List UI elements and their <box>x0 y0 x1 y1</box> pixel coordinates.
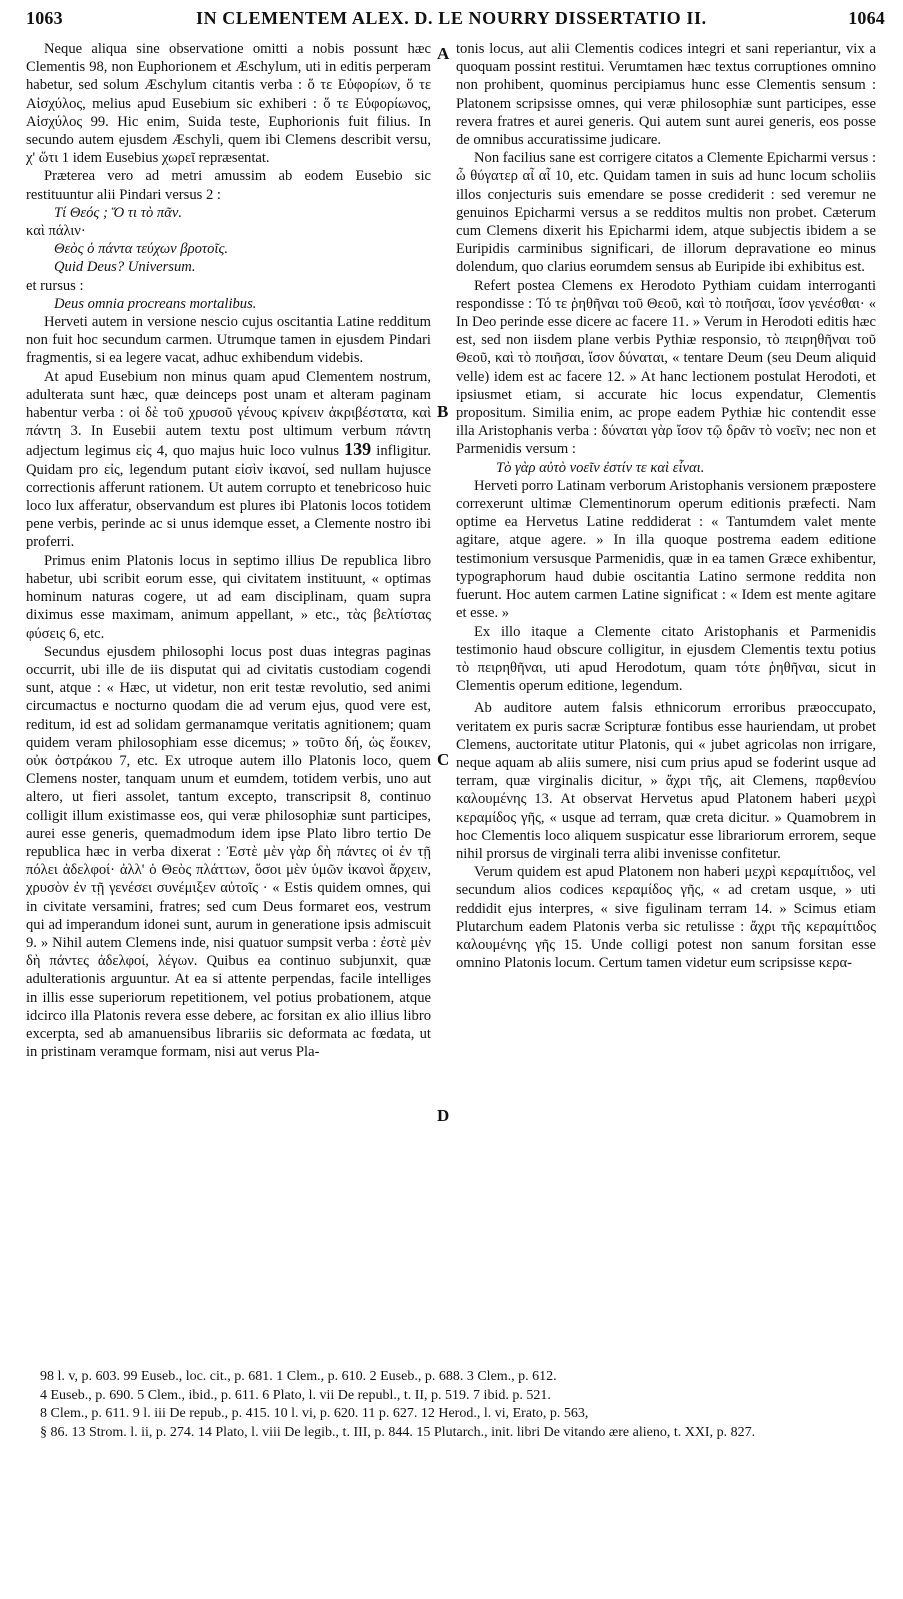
paragraph: Secundus ejusdem philosophi locus post duas integras paginas occurrit, ubi ille de iis disputat qui ad civitatis custodiam cogendi sunt, atque : « Hæc, ut videtur, non erit testæ revolutio, sed animi circumactus e nocturno quodam die ad verum ejus, quod vere est, reditum, id est ad solidam germanamque veritatis agnitionem; quam quidem veram philosophiam esse dicemus; » τοῦτο δή, ὡς ἔοικεν, οὐκ ὀστράκου 7, etc. Ex utroque autem illo Platonis loco, quem Clemens noster, tanquam unum et eumdem, totidem verbis, uno aut altero, ut fieri assolet, tantum excepto, transcripsit 8, continuo colligit illum existimasse eos, qui veræ philosophiæ sunt participes, aurei esse generis, quemadmodum idem ipse Plato libro tertio De republica hæc in verba dixerat : Ἐστὲ μὲν γὰρ δὴ πάντες οἱ ἐν τῇ πόλει ἀδελφοί· ἀλλ' ὁ Θεὸς πλάττων, ὅσοι μὲν ὑμῶν ἱκανοὶ ἄρχειν, χρυσὸν ἐν τῇ γενέσει συνέμιξεν αὐτοῖς · « Estis quidem omnes, qui in civitate versamini, fratres; sed cum Deus formaret eos, vestrum qui ad imperandum idonei sunt, aurum in generatione ipsis admiscuit 9. » Nihil autem Clemens inde, nisi quatuor sumpsit verba : ἐστὲ μὲν δὴ πάντες ἀδελφοί, λέγων. Quibus ea continuo subjunxit, quæ adulterationis arguuntur. At ea si attente perpendas, facile intelliges in illis esse superiorum repetitionem, vel potius probationem, atque idcirco illa Platonis revera esse debere, ac forsitan ex alio illius libro excerpta, sed ab amanuensibus librariis sic deformata ac fœdata, ut in pristinam veramque formam, nisi aut verus Pla- <box>26 643 431 1061</box>
footnote-line: 4 Euseb., p. 690. 5 Clem., ibid., p. 611. 6 Plato, l. vii De republ., t. II, p. 519. 7 ibid. p. 521. <box>40 1387 551 1403</box>
footnote-line: § 86. 13 Strom. l. ii, p. 274. 14 Plato, l. viii De legib., t. III, p. 844. 15 Plutarch., init. libri De vitando ære alieno, t. XXI, p. 827. <box>40 1424 756 1440</box>
paragraph: Ex illo itaque a Clemente citato Aristophanis et Parmenidis testimonio haud obscure colligitur, in ejusdem Clementis textu potius τὸ πειρηθῆναι, uti apud Herodotum, quam τότε ῥηθῆναι, sicut in Clementis operum editione, legendum. <box>456 623 876 695</box>
paragraph: Herveti porro Latinam verborum Aristophanis versionem præpostere correxerunt ultimæ Clementinorum operum editionis præfecti. Nam optime ea Hervetus Latine reddiderat : « Tantumdem valet mente agitare, atque agere. » In illa quoque postrema eadem editione testimonium versusque Parmenidis, quæ in ea tamen Græce exhibentur, typographorum haud dubie oscitantia Latino sermone reddita non fuerunt. Hoc autem carmen Latine significat : « Idem est mente agitare et esse. » <box>456 477 876 622</box>
running-title: IN CLEMENTEM ALEX. D. LE NOURRY DISSERTATIO II. <box>196 8 707 28</box>
verse-connector: et rursus : <box>26 277 84 294</box>
paragraph: Verum quidem est apud Platonem non haberi μεχρὶ κεραμίτιδος, vel secundum alios codices κεραμίδος γῆς, « ad cretam usque, » uti reddidit ejus interpres, « sive figulinam terram 14. » Scimus etiam Plutarchum eadem Platonis verba sic retulisse : ἄχρι τῆς κεραμίτιδος καλουμένης γῆς 15. Unde colligi potest non sanum forsitan esse omnino Platonis locum. Certum tamen videtur eum scripsisse κερα- <box>456 864 876 972</box>
paragraph: Herveti autem in versione nescio cujus oscitantia Latine redditum non fuit hoc secundum carmen. Utrumque tamen in ejusdem Pindari fragmentis, si ea legere vacat, adhuc exhibendum videbis. <box>26 314 431 367</box>
running-header <box>26 8 885 34</box>
paragraph-part: infligitur. Quidam pro εἰς, legendum putant εἰσὶν ἱκανοί, sed nullam hujusce correctionis afferunt rationem. Ut autem corrupto et tenebricoso huic loco lux afferatur, observandum est plures ibi Platonis locos totidem pene verbis, perinde ac si unus idemque esset, a Clemente nostro ibi proferri. <box>26 443 431 551</box>
latin-verse: Quid Deus? Universum. <box>54 259 196 276</box>
right-page-number: 1064 <box>848 8 885 28</box>
paragraph: Refert postea Clemens ex Herodoto Pythiam cuidam interroganti respondisse : Τό τε ῥηθῆναι τοῦ Θεοῦ, καὶ τὸ ποιῆσαι, ἴσον γενέσθαι· « In Deo perinde esse dicere ac facere 11. » Verum in Herodoti editis hæc est, sed non iisdem plane verbis Pythiæ responsio, τὸ πειρηθῆναι τοῦ Θεοῦ, καὶ τὸ ποιῆσαι, ἴσον δύναται, « tentare Deum (seu Deum aliquid velle) idem est ac facere 12. » At hanc lectionem postulat Herodoti, et ipsiusmet etiam, si accurate hic locus expendatur, Clementis propositum. Similia enim, ac prope eadem Pythiæ hic contendit esse illa Aristophanis verba : δύναται γὰρ ἴσον τῷ δρᾶν τὸ νοεῖν; nec non et Parmenidis versum : <box>456 277 876 458</box>
latin-verse: Deus omnia procreans mortalibus. <box>54 295 257 312</box>
paragraph: Primus enim Platonis locus in septimo illius De republica libro habetur, ubi scribit eorum esse, qui civitatem instituunt, « optimas hominum naturas cogere, ut ad eam disciplinam, quam supra diximus esse maximam, animum appellant, » etc., τὰς βελτίστας φύσεις 6, etc. <box>26 552 431 642</box>
footnotes <box>26 1368 878 1442</box>
paragraph-part: At apud Eusebium non minus quam apud Clementem nostrum, adulterata sunt hæc, quæ deinceps post unam et alteram paginam habentur verba : οἱ δὲ τοῦ χρυσοῦ γένους κρίνειν ἀκριβέστατα, καὶ πάντη 3. In Eusebii autem textu post ultimum verbum πάντη adjectum legimus εἰς 4, quo majus huic loco vulnus <box>26 368 431 460</box>
footnote-line: 8 Clem., p. 611. 9 l. iii De repub., p. 415. 10 l. vi, p. 620. 11 p. 627. 12 Herod., l. vi, Erato, p. 563, <box>40 1406 589 1421</box>
margin-letter-c: C <box>437 750 450 769</box>
footnote-line: 98 l. v, p. 603. 99 Euseb., loc. cit., p. 681. 1 Clem., p. 610. 2 Euseb., p. 688. 3 Clem., p. 612. <box>40 1369 557 1384</box>
greek-verse: Τὸ γὰρ αὐτὸ νοεῖν ἐστίν τε καὶ εἶναι. <box>496 459 705 476</box>
verse-connector: καὶ πάλιν· <box>26 223 86 240</box>
paragraph: Neque aliqua sine observatione omitti a nobis possunt hæc Clementis 98, non Euphorionem et Æschylum, uti in editis perperam habetur, sed solum Æschylum citantis verba : ὅ τε Εὐφορίων, ὅ τε Αἰσχύλος, melius apud Eusebium sic exhiberi : ὅ τε Εὐφορίωνος, Αἰσχύλος 99. Hic enim, Suida teste, Euphorionis fuit filius. In secundo autem ejusdem Æschyli, quem ibi Clemens describit versu, χ' ὥτι 1 idem Eusebius χωρεῖ repræsentat. <box>26 41 431 167</box>
left-column <box>26 40 431 1061</box>
paragraph: tonis locus, aut alii Clementis codices integri et sani reperiantur, vix a quoquam possint restitui. Verumtamen hæc textus corruptiones omnino non prohibent, quominus percipiamus hunc esse Clementis sensum : Platonem scripsisse omnes, qui veræ philosophiæ sunt participes, esse revera fratres et aurei generis. Qui autem sunt aurei generis, eos posse de omnibus accuratissime judicare. <box>456 41 876 149</box>
margin-letter-d: D <box>437 1106 450 1125</box>
right-column <box>456 40 876 972</box>
left-page-number: 1063 <box>26 8 63 28</box>
paragraph: Præterea vero ad metri amussim ab eodem Eusebio sic restituuntur alii Pindari versus 2 : <box>26 168 431 203</box>
paragraph: Ab auditore autem falsis ethnicorum erroribus præoccupato, veritatem ex puris sacræ Scripturæ fontibus esse hauriendam, ut probet Clemens, auctoritate utitur Platonis, qui « jubet agricolas non irrigare, neque aquam ab aliis sumere, nisi cum prius apud se foderint usque ad terram, quæ virginalis dicitur, » ἄχρι τῆς, ait Clemens, παρθενίου καλουμένης 13. At observat Hervetus apud Platonem haberi μεχρὶ κεραμίδος γῆς, « usque ad terram, quæ creta dicitur. » Quamobrem in hoc Clementis loco aliquem suspicatur esse librariorum errorem, seque nihil prorsus de virginali terra alibi invenisse confitetur. <box>456 700 876 862</box>
greek-verse: Τί Θεός ; Ὅ τι τὸ πᾶν. <box>54 204 183 221</box>
column-number: 139 <box>344 439 372 460</box>
paragraph: Non facilius sane est corrigere citatos a Clemente Epicharmi versus : ὦ θύγατερ αἶ αἶ 10, etc. Quidam tamen in suis ad hunc locum scholiis illos conjecturis suis emendare se posse crediderit : sed veremur ne genuinos Epicharmi versus a se redditos multis non probet. Cæterum cum Clemens dixerit his Epicharmi idem, atque subjectis ibidem a se Euripidis carminibus significari, de illorum depravatione eo minus dolendum, quo clarius eorumdem sensus ab Euripide ibi exhibitus est. <box>456 150 876 276</box>
paragraph <box>26 368 431 552</box>
margin-letter-a: A <box>437 44 450 63</box>
margin-letter-b: B <box>437 402 449 421</box>
greek-verse: Θεὸς ὁ πάντα τεύχων βροτοῖς. <box>54 241 229 258</box>
